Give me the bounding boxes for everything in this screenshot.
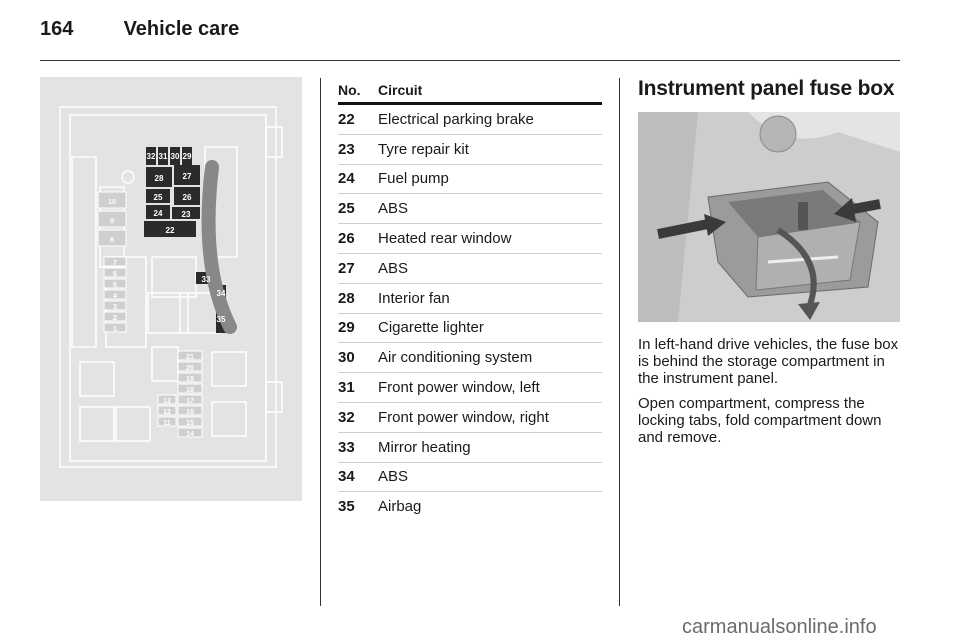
header-rule xyxy=(40,60,900,61)
circuit-name: ABS xyxy=(378,200,409,218)
fuse-label-dark: 31 xyxy=(158,152,168,161)
circuit-name: Interior fan xyxy=(378,289,450,307)
fuse-number: 31 xyxy=(338,379,355,397)
fuse-number: 24 xyxy=(338,170,355,188)
circuit-name: Fuel pump xyxy=(378,170,449,188)
table-row xyxy=(338,463,602,493)
fuse-label-light: 11 xyxy=(163,420,171,427)
fuse-number: 26 xyxy=(338,230,355,248)
circuit-name: Heated rear window xyxy=(378,230,512,248)
fuse-label-dark: 29 xyxy=(182,152,192,161)
fuse-number: 29 xyxy=(338,319,355,337)
fuse-number: 22 xyxy=(338,110,355,128)
fuse-label-light: 14 xyxy=(186,431,194,438)
fuse-box-drawing xyxy=(40,77,302,501)
fuse-label-dark: 34 xyxy=(216,289,226,298)
fuse-label-dark: 30 xyxy=(170,152,180,161)
fuse-label-light: 9 xyxy=(110,218,114,225)
table-row xyxy=(338,254,602,284)
fuse-label-light: 1 xyxy=(113,326,117,333)
fuse-number: 28 xyxy=(338,289,355,307)
fuse-label-dark: 35 xyxy=(216,315,226,324)
fuse-number: 25 xyxy=(338,200,355,218)
fuse-number: 34 xyxy=(338,468,355,486)
paragraph-location: In left-hand drive vehicles, the fuse box is behind the storage compartment in the instrument panel. xyxy=(638,336,899,387)
column-divider-right xyxy=(619,78,620,606)
column-header-circuit: Circuit xyxy=(378,82,423,98)
fuse-label-light: 20 xyxy=(186,365,194,372)
fuse-label-light: 18 xyxy=(186,387,194,394)
storage-compartment-drawing xyxy=(638,112,900,322)
fuse-label-light: 7 xyxy=(113,260,117,267)
table-header xyxy=(338,80,602,105)
table-row xyxy=(338,343,602,373)
fuse-label-light: 16 xyxy=(186,409,194,416)
table-row xyxy=(338,433,602,463)
circuit-name: Mirror heating xyxy=(378,438,471,456)
fuse-label-dark: 28 xyxy=(154,174,164,183)
table-row xyxy=(338,373,602,403)
fuse-label-dark: 32 xyxy=(146,152,156,161)
fuse-label-light: 10 xyxy=(108,199,116,206)
fuse-label-light: 8 xyxy=(110,237,114,244)
fuse-label-dark: 23 xyxy=(181,210,191,219)
column-header-no: No. xyxy=(338,82,361,98)
fuse-label-dark: 33 xyxy=(201,275,211,284)
fuse-label-light: 3 xyxy=(113,304,117,311)
table-row xyxy=(338,284,602,314)
circuit-name: Airbag xyxy=(378,498,422,516)
page-number: 164 xyxy=(40,18,74,40)
fuse-number: 30 xyxy=(338,349,355,367)
fuse-label-light: 5 xyxy=(113,282,117,289)
circuit-name: Cigarette lighter xyxy=(378,319,484,337)
fuse-number: 33 xyxy=(338,438,355,456)
fuse-box-diagram xyxy=(40,77,302,501)
circuit-name: Tyre repair kit xyxy=(378,140,469,158)
fuse-number: 35 xyxy=(338,498,355,516)
fuse-label-light: 21 xyxy=(186,354,194,361)
fuse-label-dark: 22 xyxy=(165,226,175,235)
circuit-name: Electrical parking brake xyxy=(378,110,534,128)
fuse-circuit-table xyxy=(338,80,602,521)
paragraph-removal: Open compartment, compress the locking tabs, fold compartment down and remove. xyxy=(638,395,882,446)
instructions-text xyxy=(638,336,904,454)
fuse-label-dark: 24 xyxy=(153,209,163,218)
fuse-label-dark: 25 xyxy=(153,193,163,202)
fuse-label-light: 12 xyxy=(163,409,171,416)
fuse-label-dark: 26 xyxy=(182,193,192,202)
fuse-label-light: 13 xyxy=(163,398,171,405)
page-header xyxy=(40,18,239,41)
fuse-label-light: 2 xyxy=(113,315,117,322)
column-divider-left xyxy=(320,78,321,606)
table-row xyxy=(338,194,602,224)
fuse-label-light: 15 xyxy=(186,420,194,427)
circuit-name: ABS xyxy=(378,259,409,277)
fuse-label-light: 19 xyxy=(186,376,194,383)
fuse-number: 32 xyxy=(338,408,355,426)
table-row xyxy=(338,135,602,165)
table-row xyxy=(338,224,602,254)
table-row xyxy=(338,314,602,344)
fuse-label-dark: 27 xyxy=(182,172,192,181)
fuse-number: 23 xyxy=(338,140,355,158)
table-row xyxy=(338,165,602,195)
fuse-label-light: 17 xyxy=(186,398,194,405)
fuse-number: 27 xyxy=(338,259,355,277)
instrument-panel-title: Instrument panel fuse box xyxy=(638,77,895,100)
fuse-label-light: 6 xyxy=(113,271,117,278)
watermark: carmanualsonline.info xyxy=(682,616,877,638)
circuit-name: Air conditioning system xyxy=(378,349,533,367)
table-row xyxy=(338,492,602,521)
circuit-name: Front power window, left xyxy=(378,379,540,397)
circuit-name: ABS xyxy=(378,468,409,486)
section-title: Vehicle care xyxy=(123,18,240,40)
fuse-label-light: 4 xyxy=(113,293,117,300)
circuit-name: Front power window, right xyxy=(378,408,549,426)
table-row xyxy=(338,105,602,135)
table-row xyxy=(338,403,602,433)
instrument-panel-photo xyxy=(638,112,900,322)
